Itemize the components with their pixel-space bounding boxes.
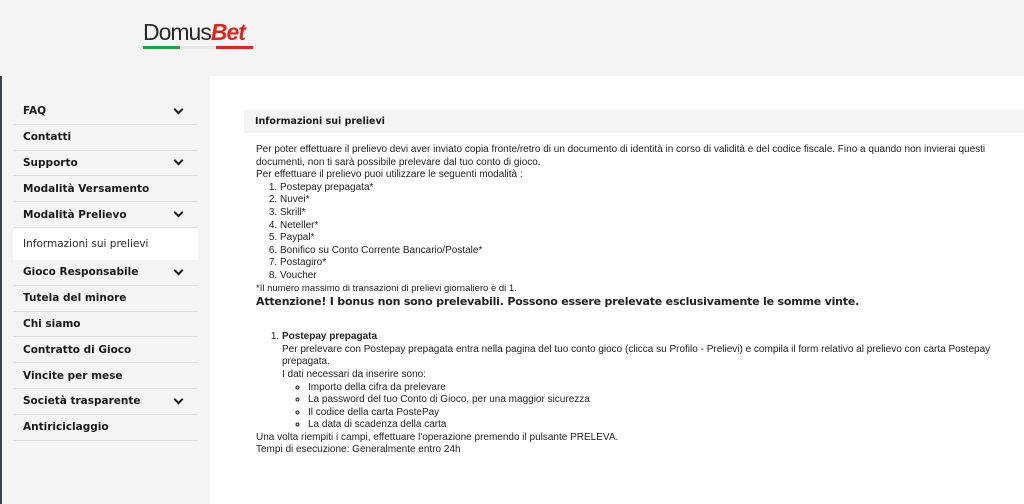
sidebar-item-chi-siamo[interactable]: [13, 312, 198, 338]
execution-time: Tempi di esecuzione: Generalmente entro 24h: [256, 444, 461, 456]
list-item: 2. Nuvei*: [280, 194, 1016, 207]
chevron-down-icon[interactable]: [174, 156, 184, 166]
method-details-list: [282, 331, 1016, 432]
sidebar-item-modalita-versamento[interactable]: [13, 176, 198, 202]
logo-text-domus: Domus: [143, 19, 211, 45]
sidebar-item-label: Informazioni sui prelievi: [23, 237, 149, 250]
list-item: 7. Postagiro*: [280, 257, 1016, 270]
sidebar-item-contratto-gioco[interactable]: [13, 337, 198, 363]
sidebar-item-tutela-minore[interactable]: [13, 286, 198, 312]
sidebar-item-label: FAQ: [23, 105, 47, 118]
page-title: Informazioni sui prelievi: [244, 110, 1024, 133]
sidebar-item-label: Società trasparente: [23, 395, 141, 408]
sidebar-item-gioco-responsabile[interactable]: [13, 260, 198, 286]
site-header: [0, 0, 1024, 76]
sidebar-item-label: Gioco Responsabile: [23, 266, 139, 279]
list-item: 3. Skrill*: [280, 207, 1016, 220]
daily-limit-note: [256, 283, 1016, 296]
method-detail-title: Postepay prepagata: [282, 331, 378, 343]
article-body: [256, 144, 1016, 457]
sidebar-item-societa-trasparente[interactable]: [13, 389, 198, 415]
list-item: 1. Postepay prepagata*: [280, 182, 1016, 195]
list-item: 6. Bonifico su Conto Corrente Bancario/Postale*: [280, 245, 1016, 258]
main-content: [210, 76, 1024, 504]
sidebar-item-label: Tutela del minore: [23, 292, 127, 305]
sidebar-item-label: Vincite per mese: [23, 369, 123, 382]
note-text: *Il numero massimo di transazioni di prelievi giornaliero è di 1.: [256, 282, 517, 294]
sidebar-item-label: Contratto di Gioco: [23, 343, 132, 356]
list-item: 5. Paypal*: [280, 232, 1016, 245]
chevron-down-icon[interactable]: [174, 394, 184, 404]
list-item: ◦ Il codice della carta PostePay: [308, 407, 1016, 420]
list-item: 4. Neteller*: [280, 220, 1016, 233]
sidebar-subitem-informazioni-prelievi[interactable]: [13, 228, 198, 260]
required-fields-list: [308, 382, 1016, 432]
sidebar-item-label: Contatti: [23, 131, 72, 144]
sidebar-item-supporto[interactable]: [13, 151, 198, 177]
sidebar-item-label: Antiriciclaggio: [23, 421, 109, 434]
sidebar-item-label: Modalità Prelievo: [23, 208, 127, 221]
intro-methods-label: Per effettuare il prelievo puoi utilizzare le seguenti modalità :: [256, 169, 523, 181]
sidebar-item-contatti[interactable]: [13, 125, 198, 151]
logo-text-bet: Bet: [210, 19, 245, 45]
bonus-warning: Attenzione! I bonus non sono prelevabili. Possono essere prelevate esclusivamente le somme vinte.: [256, 295, 860, 309]
sidebar-item-vincite-mese[interactable]: [13, 363, 198, 389]
sidebar-item-label: Chi siamo: [23, 317, 81, 330]
list-item: 8. Voucher: [280, 270, 1016, 283]
sidebar-item-label: Modalità Versamento: [23, 182, 150, 195]
fields-intro: I dati necessari da inserire sono:: [282, 368, 426, 380]
italian-flag-underline: [143, 46, 253, 49]
chevron-down-icon[interactable]: [174, 208, 184, 218]
sidebar-item-modalita-prelievo[interactable]: [13, 202, 198, 228]
sidebar-item-antiriciclaggio[interactable]: [13, 415, 198, 441]
withdrawal-methods-list: [280, 182, 1016, 283]
method-detail-text: Per prelevare con Postepay prepagata entra nella pagina del tuo conto gioco (clicca su Profilo - Prelievi) e compila il form relativo al prelievo con carta Postepay prepagata.: [282, 343, 991, 368]
domusbet-logo[interactable]: [143, 20, 253, 50]
method-detail-postepay: [282, 331, 1016, 432]
list-item: ◦ La password del tuo Conto di Gioco, per una maggior sicurezza: [308, 394, 1016, 407]
sidebar-item-faq[interactable]: [13, 99, 198, 125]
sidebar: [2, 76, 208, 504]
list-item: ◦ Importo della cifra da prelevare: [308, 382, 1016, 395]
sidebar-menu: [13, 99, 198, 441]
outro-instructions: Una volta riempiti i campi, effettuare l'operazione premendo il pulsante PRELEVA.: [256, 431, 619, 443]
chevron-down-icon[interactable]: [174, 265, 184, 275]
intro-paragraph: Per poter effettuare il prelievo devi aver inviato copia fronte/retro di un documento di identità in corso di validità e del codice fiscale. Fino a quando non invierai questi documenti, non ti sarà possibile prelevare dal tuo conto di gioco.: [256, 144, 986, 168]
chevron-down-icon[interactable]: [174, 104, 184, 114]
list-item: ◦ La data di scadenza della carta: [308, 419, 1016, 432]
sidebar-item-label: Supporto: [23, 156, 78, 169]
